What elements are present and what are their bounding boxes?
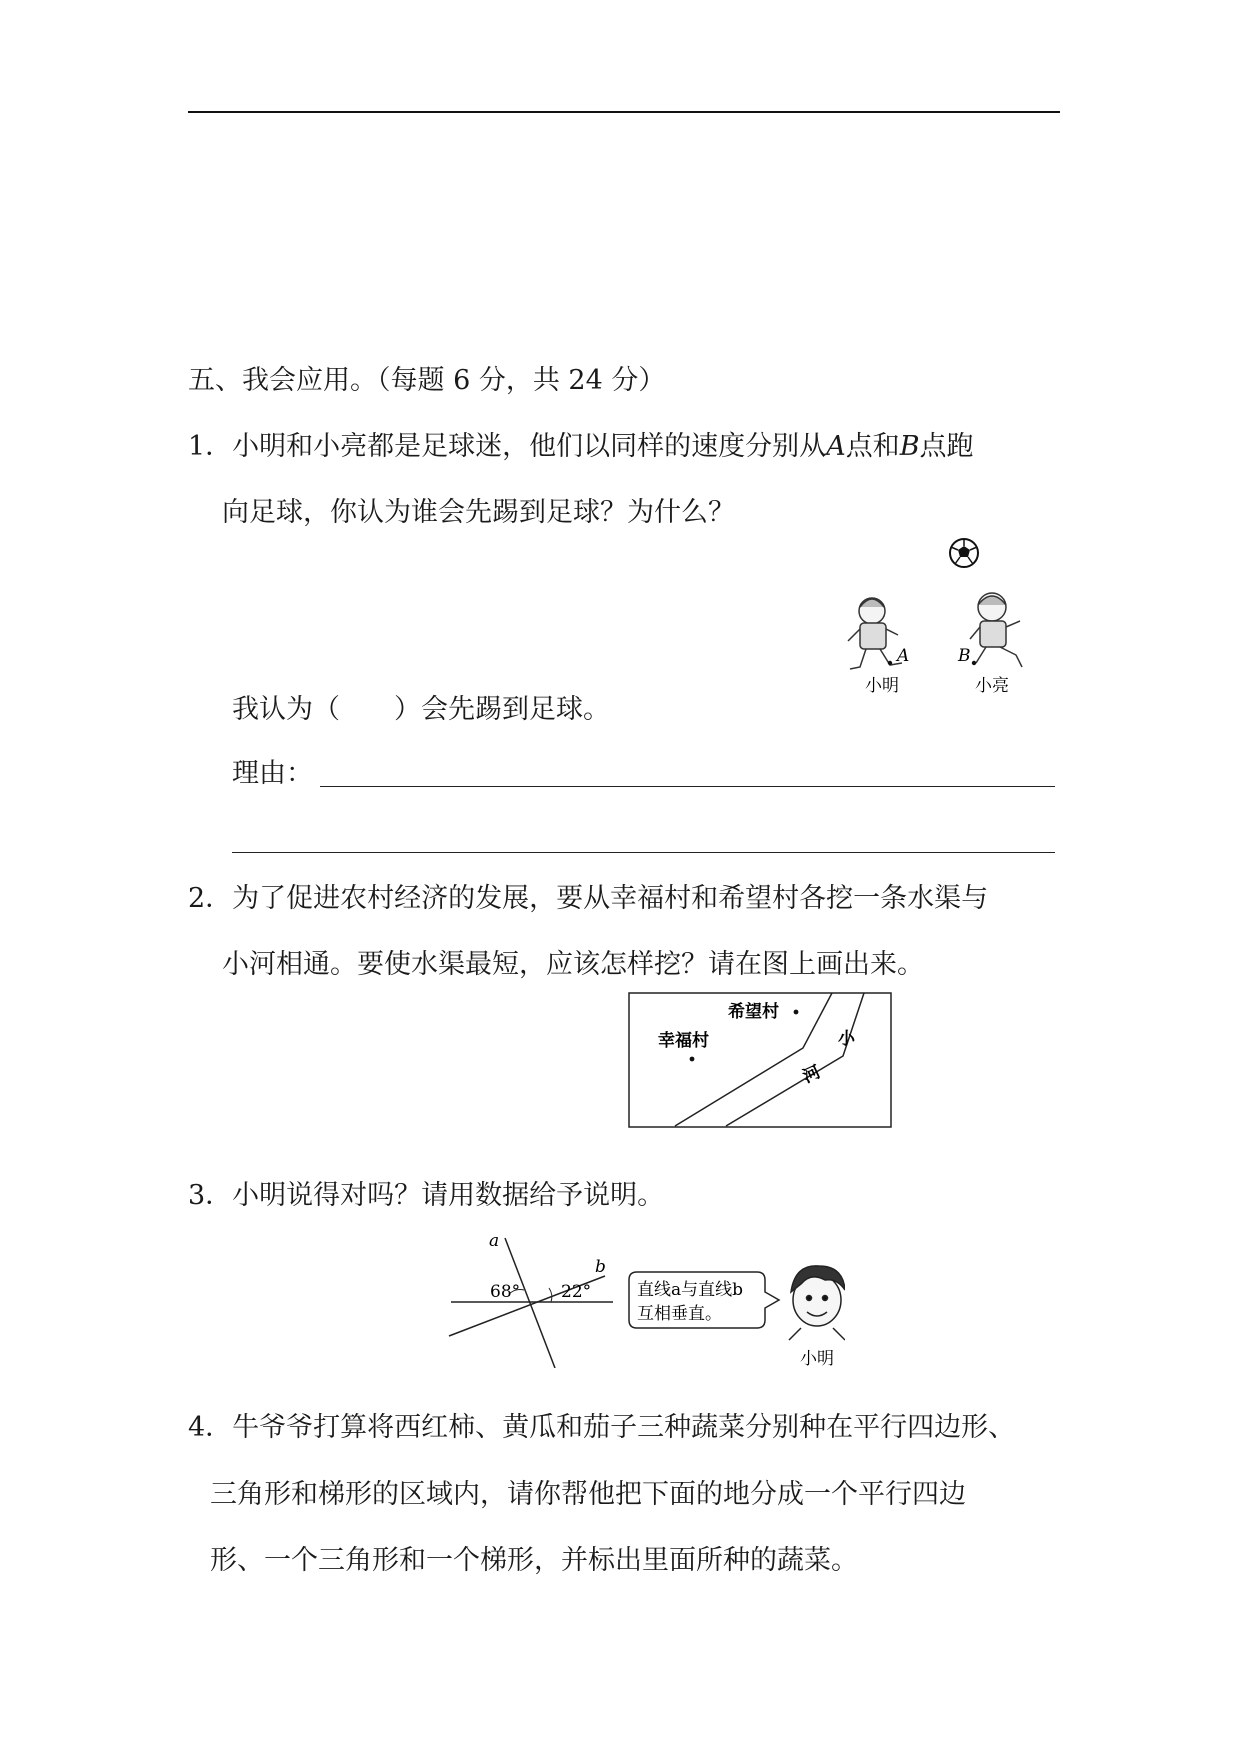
q2-line-2: 小河相通。要使水渠最短，应该怎样挖？请在图上画出来。	[222, 949, 924, 980]
q2-map	[628, 992, 896, 1132]
q1-text-b: 点和	[845, 431, 900, 462]
speech-line-1: 直线a与直线b	[637, 1280, 744, 1300]
q4-line-2: 三角形和梯形的区域内，请你帮他把下面的地分成一个平行四边	[210, 1479, 966, 1510]
q1-text-c: 点跑	[919, 431, 974, 462]
q1-reason-line-1	[320, 786, 1055, 787]
q1-line-1	[188, 429, 974, 465]
speech-line-2: 互相垂直。	[637, 1304, 722, 1324]
football-icon	[950, 539, 978, 567]
point-a-dot	[888, 661, 892, 665]
q2-line-1: 2．为了促进农村经济的发展，要从幸福村和希望村各挖一条水渠与	[188, 883, 989, 914]
label-a: A	[897, 646, 910, 666]
q4-line-1: 4．牛爷爷打算将西红柿、黄瓜和茄子三种蔬菜分别种在平行四边形、	[188, 1412, 1016, 1443]
xiaoming-boy-figure	[789, 1266, 845, 1340]
section-heading: 五、我会应用。（每题 6 分，共 24 分）	[188, 365, 666, 396]
q1-reason-line-2	[232, 852, 1055, 853]
q1-text-a: 1．小明和小亮都是足球迷，他们以同样的速度分别从	[188, 431, 827, 462]
river-char-xiao: 小	[838, 1029, 855, 1049]
q1-reason-label: 理由：	[232, 758, 313, 789]
top-rule	[188, 111, 1060, 113]
point-b-dot	[972, 661, 976, 665]
xiaoliang-figure	[970, 593, 1022, 667]
q4-line-3: 形、一个三角形和一个梯形，并标出里面所种的蔬菜。	[210, 1545, 858, 1576]
xingfu-dot	[690, 1057, 695, 1062]
label-line-b: b	[595, 1257, 606, 1277]
name-xiaoliang: 小亮	[975, 676, 1009, 696]
xiwang-dot	[794, 1010, 799, 1015]
q1-point-a: A	[826, 431, 846, 462]
q1-point-b: B	[899, 431, 920, 462]
river-char-he: 河	[799, 1062, 824, 1088]
xiaoming-figure	[848, 598, 902, 669]
village-xiwang: 希望村	[728, 1002, 779, 1022]
name-xiaoming: 小明	[865, 676, 899, 696]
angle-arc-right	[549, 1288, 552, 1302]
q1-answer-line: 我认为（ ）会先踢到足球。	[232, 694, 610, 725]
angle-68: 68°	[490, 1282, 521, 1302]
q3-line-1: 3．小明说得对吗？请用数据给予说明。	[188, 1180, 665, 1211]
line-a	[505, 1238, 555, 1368]
label-b: B	[958, 646, 971, 666]
name-xiaoming-q3: 小明	[800, 1349, 834, 1368]
q1-line-2: 向足球，你认为谁会先踢到足球？为什么？	[222, 497, 735, 528]
q3-figure	[445, 1228, 845, 1368]
angle-22: 22°	[561, 1282, 592, 1302]
label-line-a: a	[489, 1231, 500, 1251]
village-xingfu: 幸福村	[658, 1031, 709, 1051]
q1-figure	[820, 525, 1060, 705]
